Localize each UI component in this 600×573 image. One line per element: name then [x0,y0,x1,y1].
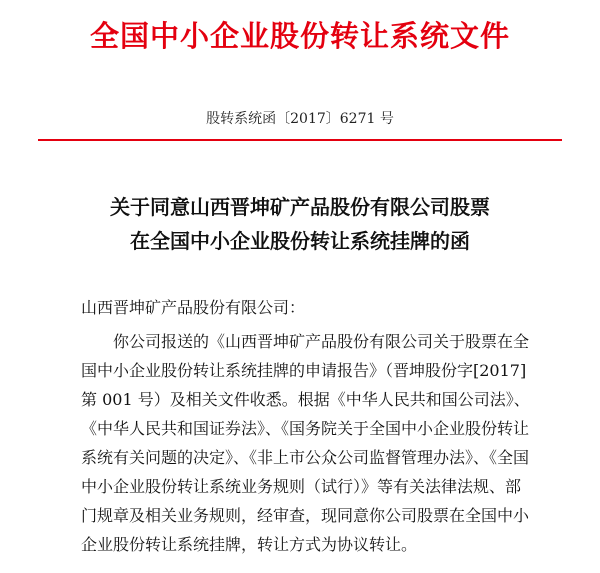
body-line: 你公司报送的《山西晋坤矿产品股份有限公司关于股票在全 [113,332,530,351]
subject-line-1: 关于同意山西晋坤矿产品股份有限公司股票 [110,195,490,219]
body-line: 系统有关问题的决定》、《非上市公众公司监督管理办法》、《全国 [81,448,530,467]
document-subject [0,190,600,258]
body-line: 《中华人民共和国证券法》、《国务院关于全国中小企业股份转让 [81,419,530,438]
document-number: 股转系统函〔2017〕6271 号 [206,111,394,127]
subject-line-2: 在全国中小企业股份转让系统挂牌的函 [130,229,470,253]
body-line: 企业股份转让系统挂牌，转让方式为协议转让。 [81,535,418,554]
addressee: 山西晋坤矿产品股份有限公司： [81,298,306,317]
body-line: 中小企业股份转让系统业务规则（试行）》等有关法律法规、部 [81,477,522,496]
letterhead-divider [38,139,562,141]
letterhead-title: 全国中小企业股份转让系统文件 [89,19,510,53]
body-line: 国中小企业股份转让系统挂牌的申请报告》（晋坤股份字[2017] [81,361,527,380]
body-line: 第 001 号）及相关文件收悉。根据《中华人民共和国公司法》、 [81,390,530,409]
body-line: 门规章及相关业务规则，经审查，现同意你公司股票在全国中小 [81,506,530,525]
